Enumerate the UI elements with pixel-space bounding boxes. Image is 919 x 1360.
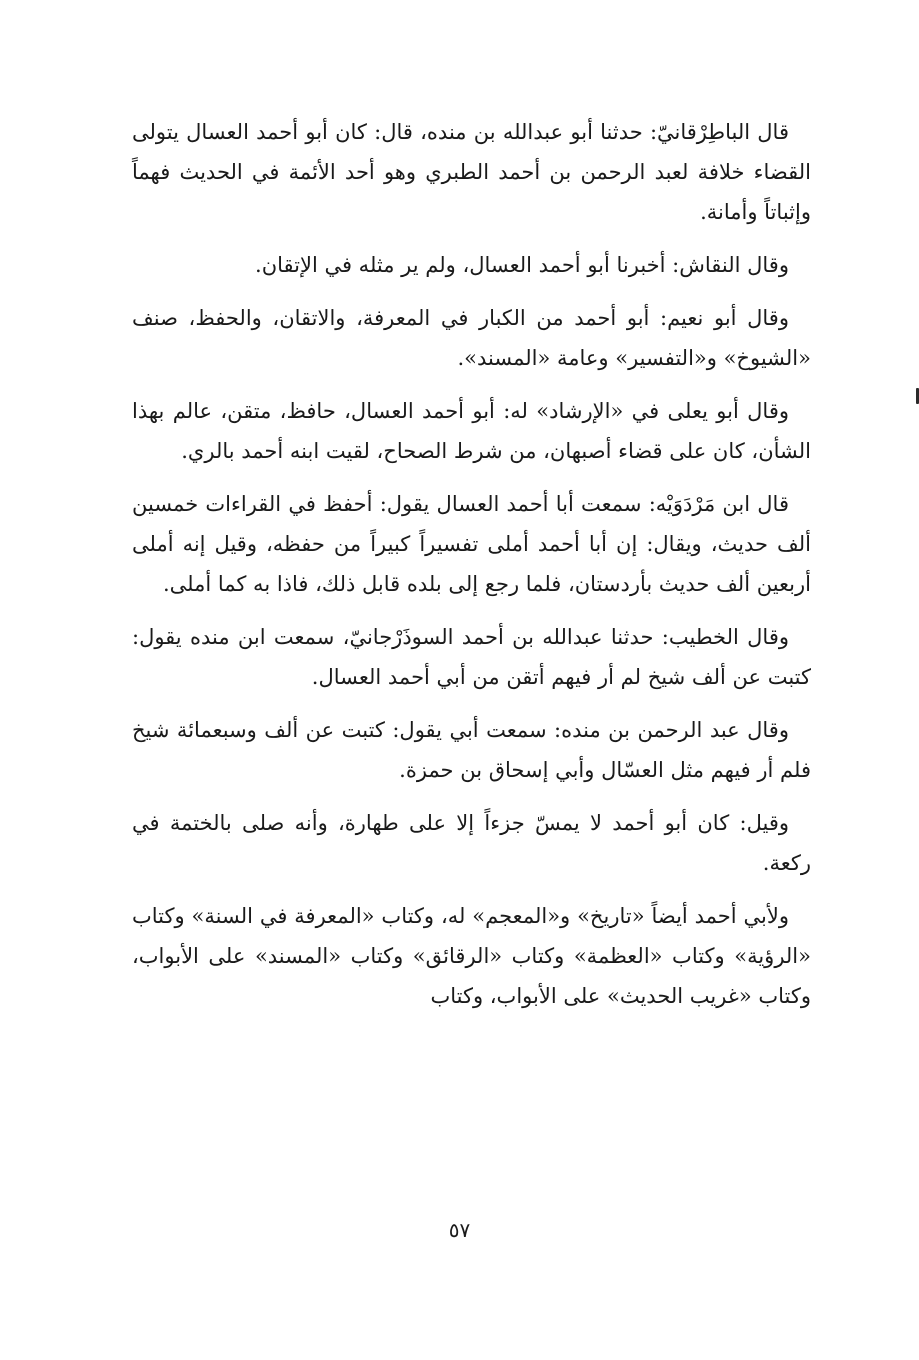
page-number: ٥٧	[448, 1218, 471, 1242]
paragraph-9: ولأبي أحمد أيضاً «تاريخ» و«المعجم» له، وكتاب «المعرفة في السنة» وكتاب «الرؤية» وكتاب «العظمة» وكتاب «الرقائق» وكتاب «المسند» على الأبواب، وكتاب «غريب الحديث» على الأبواب، وكتاب	[132, 904, 811, 1008]
paragraph-2: وقال النقاش: أخبرنا أبو أحمد العسال، ولم ير مثله في الإتقان.	[255, 253, 789, 277]
paragraph-1: قال الباطِرْقانيّ: حدثنا أبو عبدالله بن منده، قال: كان أبو أحمد العسال يتولى القضاء خلافة لعبد الرحمن بن أحمد الطبري وهو أحد الأئمة في الحديث فهماً وإثباتاً وأمانة.	[132, 120, 811, 224]
paragraph-6: وقال الخطيب: حدثنا عبدالله بن أحمد السوذَرْجانيّ، سمعت ابن منده يقول: كتبت عن ألف شيخ لم أر فيهم أتقن من أبي أحمد العسال.	[132, 625, 811, 689]
paragraph-4: وقال أبو يعلى في «الإرشاد» له: أبو أحمد العسال، حافظ، متقن، عالم بهذا الشأن، كان على قضاء أصبهان، من شرط الصحاح، لقيت ابنه أحمد بالري.	[132, 399, 811, 463]
paragraph-5: قال ابن مَرْدَوَيْه: سمعت أبا أحمد العسال يقول: أحفظ في القراءات خمسين ألف حديث، ويقال: إن أبا أحمد أملى تفسيراً كبيراً من حفظه، وقيل إنه أملى أربعين ألف حديث بأردستان، فلما رجع إلى بلده قابل ذلك، فاذا به كما أملى.	[132, 492, 811, 596]
paragraph-3: وقال أبو نعيم: أبو أحمد من الكبار في المعرفة، والاتقان، والحفظ، صنف «الشيوخ» و«التفسير» وعامة «المسند».	[132, 306, 811, 370]
paragraph-7: وقال عبد الرحمن بن منده: سمعت أبي يقول: كتبت عن ألف وسبعمائة شيخ فلم أر فيهم مثل العسّال وأبي إسحاق بن حمزة.	[132, 718, 811, 782]
body-text	[132, 112, 811, 1016]
paragraph-8: وقيل: كان أبو أحمد لا يمسّ جزءاً إلا على طهارة، وأنه صلى بالختمة في ركعة.	[132, 811, 811, 875]
